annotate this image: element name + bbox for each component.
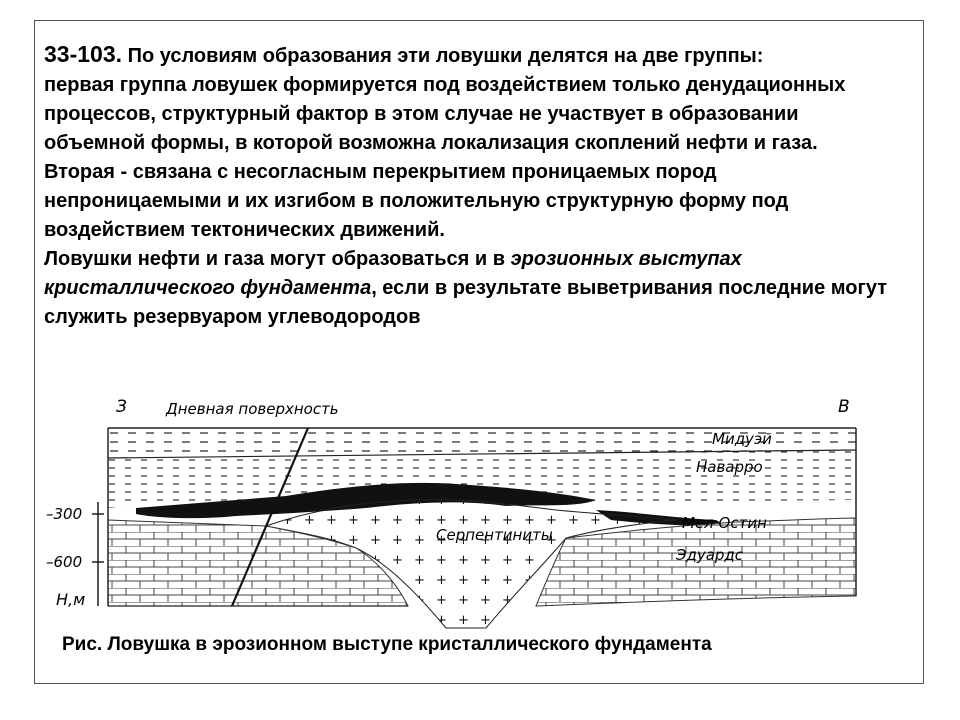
paragraph-first-group: первая группа ловушек формируется под воздействием только денудационных процессов, структурный фактор в этом случае не участвует в образовании объемной формы, в которой возможна локализация скоплений нефти и газа.: [44, 74, 846, 154]
paragraph-erosion-start: Ловушки нефти и газа могут образоваться и в: [44, 248, 511, 270]
paragraph-erosion: [44, 245, 894, 332]
label-austin-chalk: Мел Остин: [682, 514, 767, 532]
slide-number: 33-103.: [44, 41, 123, 67]
label-west: З: [116, 397, 127, 417]
slide-text: [44, 40, 894, 332]
label-midway: Мидуэй: [712, 430, 772, 448]
paragraph-second-group: Вторая - связана с несогласным перекрытием проницаемых пород непроницаемыми и их изгибом в положительную структурную форму под воздействием тектонических движений.: [44, 161, 789, 241]
geologic-cross-section: [36, 392, 896, 630]
label-depth-300: –300: [46, 505, 83, 523]
label-surface: Дневная поверхность: [166, 400, 339, 418]
label-axis-unit: Н,м: [56, 590, 86, 609]
label-depth-600: –600: [46, 553, 83, 571]
label-navarro: Наварро: [696, 458, 763, 476]
label-serpentinite: Серпентиниты: [436, 526, 553, 544]
figure-caption: Рис. Ловушка в эрозионном выступе кристаллического фундамента: [62, 634, 712, 655]
paragraph-erosion-italic: эрозионных выступах кристаллического фундамента: [44, 248, 742, 299]
paragraph-erosion-end: , если в результате выветривания последние могут служить резервуаром углеводородов: [44, 277, 888, 328]
label-edwards: Эдуардс: [676, 546, 744, 564]
label-east: В: [838, 397, 850, 417]
intro-paragraph: [44, 40, 894, 71]
intro-text: По условиям образования эти ловушки делятся на две группы:: [122, 45, 764, 67]
